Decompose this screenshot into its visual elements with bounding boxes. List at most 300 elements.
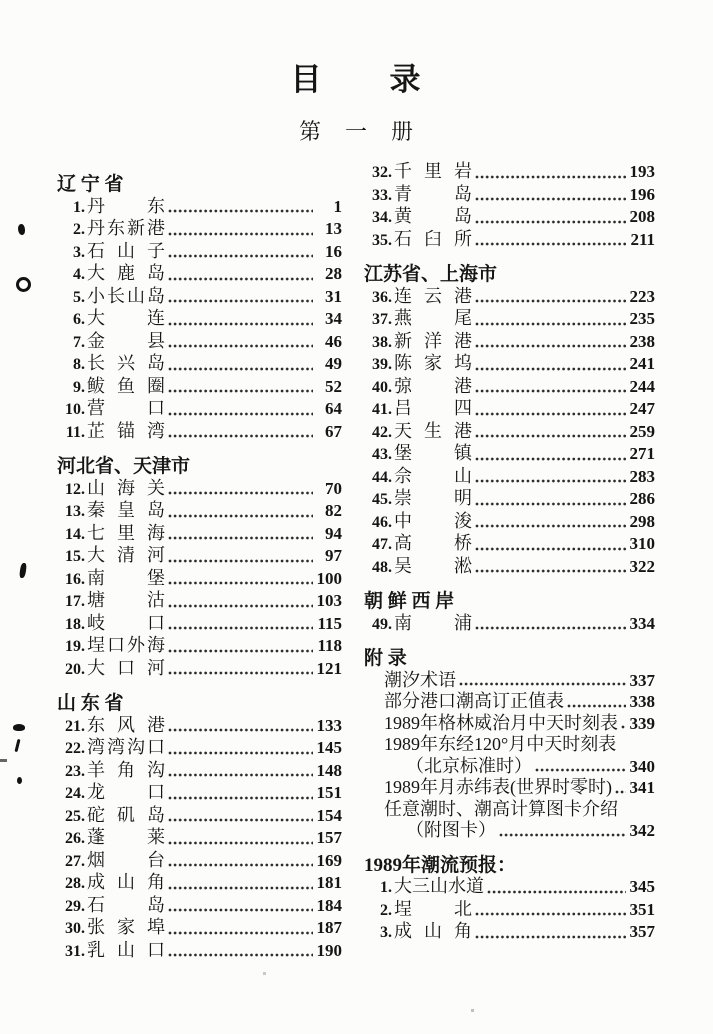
dot-leader bbox=[475, 516, 626, 531]
toc-row bbox=[364, 376, 655, 399]
entry-number: 20. bbox=[65, 660, 85, 678]
entry-label: 1989年东经120°月中天时刻表 bbox=[384, 734, 617, 754]
page-number: 223 bbox=[629, 286, 655, 306]
dot-leader bbox=[475, 904, 626, 919]
dot-leader bbox=[621, 717, 626, 732]
entry-name: 埕口外海 bbox=[87, 635, 165, 655]
entry-number: 43. bbox=[372, 446, 392, 463]
page-number: 34 bbox=[325, 309, 342, 328]
toc-row bbox=[57, 286, 342, 309]
entry-number: 15. bbox=[65, 548, 85, 565]
page-title: 目 录 bbox=[290, 62, 423, 97]
entry-name: 乳山口 bbox=[87, 939, 165, 960]
section-header: 朝 鲜 西 岸 bbox=[364, 591, 455, 612]
entry-number: 41. bbox=[372, 401, 392, 418]
toc-row bbox=[364, 184, 655, 207]
entry-label: 潮汐术语 bbox=[384, 669, 456, 690]
toc-row bbox=[364, 876, 655, 899]
toc-row bbox=[57, 895, 342, 918]
toc-row bbox=[57, 421, 342, 444]
toc-row bbox=[364, 331, 655, 354]
toc-row bbox=[57, 523, 342, 546]
entry-number: 26. bbox=[65, 830, 85, 847]
page-number: 338 bbox=[629, 692, 655, 711]
entry-name: 塘沽 bbox=[87, 590, 165, 610]
entry-name: 千里岩 bbox=[394, 161, 472, 181]
dot-leader bbox=[168, 246, 313, 261]
toc-row bbox=[57, 331, 342, 354]
entry-name: 新洋港 bbox=[394, 330, 472, 351]
toc-row bbox=[364, 921, 655, 944]
section-header: 辽 宁 省 bbox=[57, 174, 124, 195]
toc-row bbox=[364, 488, 655, 511]
toc-row bbox=[364, 421, 655, 444]
page-number: 283 bbox=[629, 466, 655, 486]
entry-name: 丹东新港 bbox=[87, 218, 165, 238]
entry-name: 崇明 bbox=[394, 488, 472, 508]
page-number: 82 bbox=[325, 501, 342, 520]
toc-row bbox=[57, 917, 342, 940]
toc-row bbox=[364, 229, 655, 252]
entry-name: 黄岛 bbox=[394, 206, 472, 226]
page-number: 238 bbox=[629, 331, 655, 351]
entry-number: 4. bbox=[73, 266, 85, 283]
entry-number: 17. bbox=[65, 593, 85, 610]
dot-leader bbox=[168, 336, 313, 351]
toc-row bbox=[57, 568, 342, 591]
page-number: 103 bbox=[316, 591, 342, 610]
toc-row bbox=[364, 161, 655, 184]
dot-leader bbox=[168, 720, 313, 735]
toc-row bbox=[57, 590, 342, 613]
entry-number: 14. bbox=[65, 525, 85, 543]
entry-name: 石臼所 bbox=[394, 228, 472, 249]
dot-leader bbox=[168, 641, 313, 656]
toc-row bbox=[364, 353, 655, 376]
entry-number: 24. bbox=[65, 785, 85, 802]
toc-row bbox=[364, 670, 655, 692]
page-number: 190 bbox=[316, 940, 342, 960]
toc-row bbox=[364, 777, 655, 799]
entry-name: 高桥 bbox=[394, 533, 472, 553]
entry-name: 大鹿岛 bbox=[87, 263, 165, 283]
dot-leader bbox=[168, 269, 313, 284]
dot-leader bbox=[475, 381, 626, 396]
page-number: 100 bbox=[316, 568, 342, 588]
entry-name: 吕四 bbox=[394, 398, 472, 418]
toc-row bbox=[57, 635, 342, 658]
entry-number: 2. bbox=[73, 221, 85, 238]
page-number: 271 bbox=[629, 444, 655, 463]
entry-number: 3. bbox=[73, 243, 85, 261]
page-number: 339 bbox=[629, 713, 655, 733]
entry-name: 七里海 bbox=[87, 522, 165, 543]
toc-row bbox=[57, 478, 342, 501]
entry-name: 芷锚湾 bbox=[87, 420, 165, 441]
entry-number: 8. bbox=[73, 356, 85, 373]
page-number: 115 bbox=[317, 613, 342, 633]
entry-number: 23. bbox=[65, 762, 85, 780]
entry-name: 羊角沟 bbox=[87, 759, 165, 780]
entry-number: 2. bbox=[380, 901, 392, 919]
dot-leader bbox=[168, 314, 313, 329]
page-number: 337 bbox=[629, 670, 655, 690]
entry-number: 46. bbox=[372, 513, 392, 531]
page-number: 133 bbox=[316, 715, 342, 735]
entry-number: 45. bbox=[372, 491, 392, 508]
page-number: 118 bbox=[317, 636, 342, 655]
toc-row bbox=[57, 805, 342, 828]
toc-row bbox=[57, 376, 342, 399]
entry-number: 1. bbox=[73, 198, 85, 216]
entry-number: 10. bbox=[65, 401, 85, 418]
ink-speck bbox=[16, 277, 31, 292]
ink-speck bbox=[0, 759, 7, 762]
toc-row bbox=[57, 850, 342, 873]
dot-leader bbox=[168, 765, 313, 780]
dot-leader bbox=[168, 483, 313, 498]
page-number: 247 bbox=[629, 399, 655, 418]
toc-row bbox=[57, 398, 342, 421]
entry-name: 连云港 bbox=[394, 285, 472, 306]
dot-leader bbox=[459, 674, 626, 689]
dot-leader bbox=[487, 882, 626, 897]
entry-label: 部分港口潮高订正值表 bbox=[384, 691, 564, 711]
entry-name: 南堡 bbox=[87, 567, 165, 588]
page-number: 148 bbox=[316, 760, 342, 780]
ink-speck bbox=[13, 724, 25, 731]
entry-number: 27. bbox=[65, 852, 85, 870]
volume-title: 第 一 册 bbox=[298, 119, 414, 144]
entry-number: 39. bbox=[372, 356, 392, 373]
entry-number: 18. bbox=[65, 615, 85, 633]
page-number: 334 bbox=[629, 613, 655, 633]
dot-leader bbox=[615, 782, 626, 797]
entry-name: 大口河 bbox=[87, 657, 165, 678]
page-number: 169 bbox=[316, 850, 342, 870]
entry-name: 燕尾 bbox=[394, 308, 472, 328]
toc-columns bbox=[0, 146, 713, 962]
dot-leader bbox=[168, 878, 313, 893]
dot-leader bbox=[475, 539, 626, 554]
page-number: 235 bbox=[629, 309, 655, 328]
dot-leader bbox=[475, 471, 626, 486]
dot-leader bbox=[475, 167, 626, 182]
entry-name: 烟台 bbox=[87, 849, 165, 870]
page-number: 16 bbox=[325, 241, 342, 261]
dot-leader bbox=[475, 314, 626, 329]
page-number: 241 bbox=[629, 354, 655, 373]
toc-row bbox=[364, 511, 655, 534]
entry-name: 埕北 bbox=[394, 898, 472, 919]
entry-name: 湾湾沟口 bbox=[87, 737, 165, 757]
ink-speck bbox=[17, 777, 22, 784]
toc-row bbox=[364, 466, 655, 489]
page-number: 351 bbox=[629, 899, 655, 919]
ink-speck bbox=[18, 224, 25, 235]
entry-label: 1989年格林威治月中天时刻表 bbox=[384, 712, 618, 733]
entry-name: 东风港 bbox=[87, 714, 165, 735]
entry-number: 11. bbox=[65, 423, 85, 441]
toc-row bbox=[57, 353, 342, 376]
page-number: 28 bbox=[325, 264, 342, 283]
page-number: 341 bbox=[629, 778, 655, 797]
dot-leader bbox=[475, 336, 626, 351]
entry-number: 3. bbox=[380, 924, 392, 941]
entry-label: 任意潮时、潮高计算图卡介绍 bbox=[384, 798, 618, 819]
entry-name: 南浦 bbox=[394, 612, 472, 633]
page-number: 322 bbox=[629, 556, 655, 576]
entry-name: 龙口 bbox=[87, 782, 165, 802]
entry-number: 48. bbox=[372, 558, 392, 576]
entry-name: 大三山水道 bbox=[394, 876, 484, 896]
toc-row bbox=[364, 756, 655, 778]
entry-number: 6. bbox=[73, 311, 85, 328]
section-header: 1989年潮流预报： bbox=[364, 854, 517, 876]
dot-leader bbox=[168, 551, 313, 566]
entry-number: 31. bbox=[65, 942, 85, 960]
dot-leader bbox=[475, 189, 626, 204]
entry-number: 16. bbox=[65, 570, 85, 588]
dot-leader bbox=[168, 923, 313, 938]
page-number: 208 bbox=[629, 207, 655, 226]
toc-row bbox=[57, 827, 342, 850]
entry-number: 25. bbox=[65, 807, 85, 825]
entry-number: 9. bbox=[73, 378, 85, 396]
dot-leader bbox=[168, 900, 313, 915]
entry-name: 青岛 bbox=[394, 183, 472, 204]
entry-name: 秦皇岛 bbox=[87, 500, 165, 520]
toc-row bbox=[57, 940, 342, 963]
entry-number: 22. bbox=[65, 740, 85, 757]
dot-leader bbox=[168, 528, 313, 543]
toc-row bbox=[364, 286, 655, 309]
toc-row bbox=[364, 556, 655, 579]
entry-number: 7. bbox=[73, 333, 85, 351]
toc-row bbox=[364, 799, 655, 821]
entry-number: 34. bbox=[372, 209, 392, 226]
page-number: 94 bbox=[325, 523, 342, 543]
dot-leader bbox=[475, 359, 626, 374]
entry-label: （北京标准时） bbox=[406, 755, 532, 776]
dot-leader bbox=[168, 359, 313, 374]
ink-speck bbox=[471, 1009, 474, 1012]
page-number: 181 bbox=[316, 873, 342, 892]
toc-row bbox=[57, 715, 342, 738]
page-number: 154 bbox=[316, 805, 342, 825]
toc-row bbox=[364, 691, 655, 713]
entry-number: 5. bbox=[73, 288, 85, 306]
entry-number: 21. bbox=[65, 717, 85, 735]
toc-row bbox=[364, 533, 655, 556]
entry-number: 37. bbox=[372, 311, 392, 328]
entry-number: 33. bbox=[372, 186, 392, 204]
entry-name: 成山角 bbox=[87, 872, 165, 892]
entry-number: 36. bbox=[372, 288, 392, 306]
page-number: 244 bbox=[629, 376, 655, 396]
entry-number: 38. bbox=[372, 333, 392, 351]
page-number: 1 bbox=[333, 196, 342, 216]
entry-name: 中浚 bbox=[394, 510, 472, 531]
toc-row bbox=[364, 443, 655, 466]
page-number: 187 bbox=[316, 918, 342, 937]
dot-leader bbox=[475, 618, 626, 633]
entry-name: 成山角 bbox=[394, 921, 472, 941]
entry-name: 吴淞 bbox=[394, 555, 472, 576]
entry-number: 49. bbox=[372, 615, 392, 633]
entry-name: 金县 bbox=[87, 330, 165, 351]
dot-leader bbox=[475, 212, 626, 227]
page-number: 345 bbox=[629, 877, 655, 896]
dot-leader bbox=[168, 833, 313, 848]
toc-row bbox=[57, 308, 342, 331]
page-number: 70 bbox=[325, 478, 342, 498]
dot-leader bbox=[168, 381, 313, 396]
entry-number: 28. bbox=[65, 875, 85, 892]
entry-name: 陈家坞 bbox=[394, 353, 472, 373]
toc-row bbox=[57, 737, 342, 760]
entry-name: 堡镇 bbox=[394, 443, 472, 463]
page-number: 342 bbox=[629, 821, 655, 840]
dot-leader bbox=[168, 506, 313, 521]
entry-name: 张家埠 bbox=[87, 917, 165, 937]
toc-row bbox=[57, 782, 342, 805]
page-number: 193 bbox=[629, 162, 655, 181]
toc-row bbox=[364, 398, 655, 421]
page-number: 121 bbox=[316, 658, 342, 678]
dot-leader bbox=[168, 855, 313, 870]
toc-row bbox=[364, 613, 655, 636]
dot-leader bbox=[168, 945, 313, 960]
dot-leader bbox=[499, 825, 626, 840]
page-number: 97 bbox=[325, 546, 342, 565]
dot-leader bbox=[168, 810, 313, 825]
entry-name: 石岛 bbox=[87, 894, 165, 915]
section-header: 山 东 省 bbox=[57, 693, 124, 714]
entry-name: 大清河 bbox=[87, 545, 165, 565]
toc-row bbox=[57, 218, 342, 241]
dot-leader bbox=[475, 927, 626, 942]
entry-number: 19. bbox=[65, 638, 85, 655]
toc-row bbox=[57, 658, 342, 681]
page-number: 151 bbox=[316, 783, 342, 802]
page-number: 298 bbox=[629, 511, 655, 531]
page-number: 13 bbox=[325, 219, 342, 238]
toc-row bbox=[57, 263, 342, 286]
dot-leader bbox=[168, 404, 313, 419]
ink-speck bbox=[263, 972, 266, 975]
page-number: 357 bbox=[629, 922, 655, 941]
dot-leader bbox=[475, 234, 626, 249]
dot-leader bbox=[475, 291, 626, 306]
section-header: 附 录 bbox=[364, 648, 407, 669]
entry-number: 1. bbox=[380, 879, 392, 896]
toc-column-left bbox=[57, 161, 342, 962]
dot-leader bbox=[168, 224, 313, 239]
page-number: 310 bbox=[629, 534, 655, 553]
entry-name: 蓬莱 bbox=[87, 827, 165, 847]
entry-name: 天生港 bbox=[394, 420, 472, 441]
toc-row bbox=[57, 760, 342, 783]
dot-leader bbox=[168, 596, 313, 611]
dot-leader bbox=[168, 788, 313, 803]
toc-row bbox=[57, 545, 342, 568]
toc-row bbox=[364, 734, 655, 756]
entry-name: 石山子 bbox=[87, 240, 165, 261]
entry-number: 35. bbox=[372, 231, 392, 249]
toc-column-right bbox=[364, 161, 655, 962]
entry-name: 长兴岛 bbox=[87, 353, 165, 373]
dot-leader bbox=[535, 760, 626, 775]
dot-leader bbox=[475, 426, 626, 441]
page-number: 67 bbox=[325, 421, 342, 441]
entry-name: 鲅鱼圈 bbox=[87, 375, 165, 396]
dot-leader bbox=[475, 449, 626, 464]
page-number: 286 bbox=[629, 489, 655, 508]
dot-leader bbox=[168, 573, 313, 588]
toc-row bbox=[364, 820, 655, 842]
entry-number: 32. bbox=[372, 164, 392, 181]
entry-label: （附图卡） bbox=[406, 820, 496, 840]
toc-row bbox=[57, 196, 342, 219]
entry-name: 弶港 bbox=[394, 375, 472, 396]
page-number: 340 bbox=[629, 756, 655, 776]
entry-number: 44. bbox=[372, 468, 392, 486]
page-number: 184 bbox=[316, 895, 342, 915]
entry-label: 1989年月赤纬表(世界时零时) bbox=[384, 777, 612, 797]
entry-name: 岐口 bbox=[87, 612, 165, 633]
page-number: 196 bbox=[629, 184, 655, 204]
dot-leader bbox=[168, 743, 313, 758]
page-number: 211 bbox=[630, 229, 655, 249]
dot-leader bbox=[567, 696, 626, 711]
page-number: 49 bbox=[325, 354, 342, 373]
entry-name: 营口 bbox=[87, 398, 165, 418]
toc-row bbox=[57, 241, 342, 264]
page-number: 64 bbox=[325, 399, 342, 418]
entry-number: 47. bbox=[372, 536, 392, 553]
page-number: 145 bbox=[316, 738, 342, 757]
dot-leader bbox=[168, 618, 313, 633]
entry-number: 13. bbox=[65, 503, 85, 520]
dot-leader bbox=[475, 561, 626, 576]
entry-number: 40. bbox=[372, 378, 392, 396]
entry-number: 30. bbox=[65, 920, 85, 937]
entry-number: 42. bbox=[372, 423, 392, 441]
page-number: 31 bbox=[325, 286, 342, 306]
toc-row bbox=[364, 206, 655, 229]
entry-name: 小长山岛 bbox=[87, 285, 165, 306]
dot-leader bbox=[168, 663, 313, 678]
entry-name: 大连 bbox=[87, 308, 165, 328]
page-number: 157 bbox=[316, 828, 342, 847]
dot-leader bbox=[168, 426, 313, 441]
page-number: 259 bbox=[629, 421, 655, 441]
page-number: 52 bbox=[325, 376, 342, 396]
entry-name: 砣矶岛 bbox=[87, 804, 165, 825]
dot-leader bbox=[168, 291, 313, 306]
page-number: 46 bbox=[325, 331, 342, 351]
section-header: 河北省、天津市 bbox=[57, 456, 191, 477]
entry-number: 29. bbox=[65, 897, 85, 915]
toc-row bbox=[364, 899, 655, 922]
entry-number: 12. bbox=[65, 480, 85, 498]
entry-name: 山海关 bbox=[87, 477, 165, 498]
toc-row bbox=[364, 308, 655, 331]
toc-row bbox=[57, 500, 342, 523]
section-header: 江苏省、上海市 bbox=[364, 264, 498, 285]
toc-row bbox=[57, 613, 342, 636]
